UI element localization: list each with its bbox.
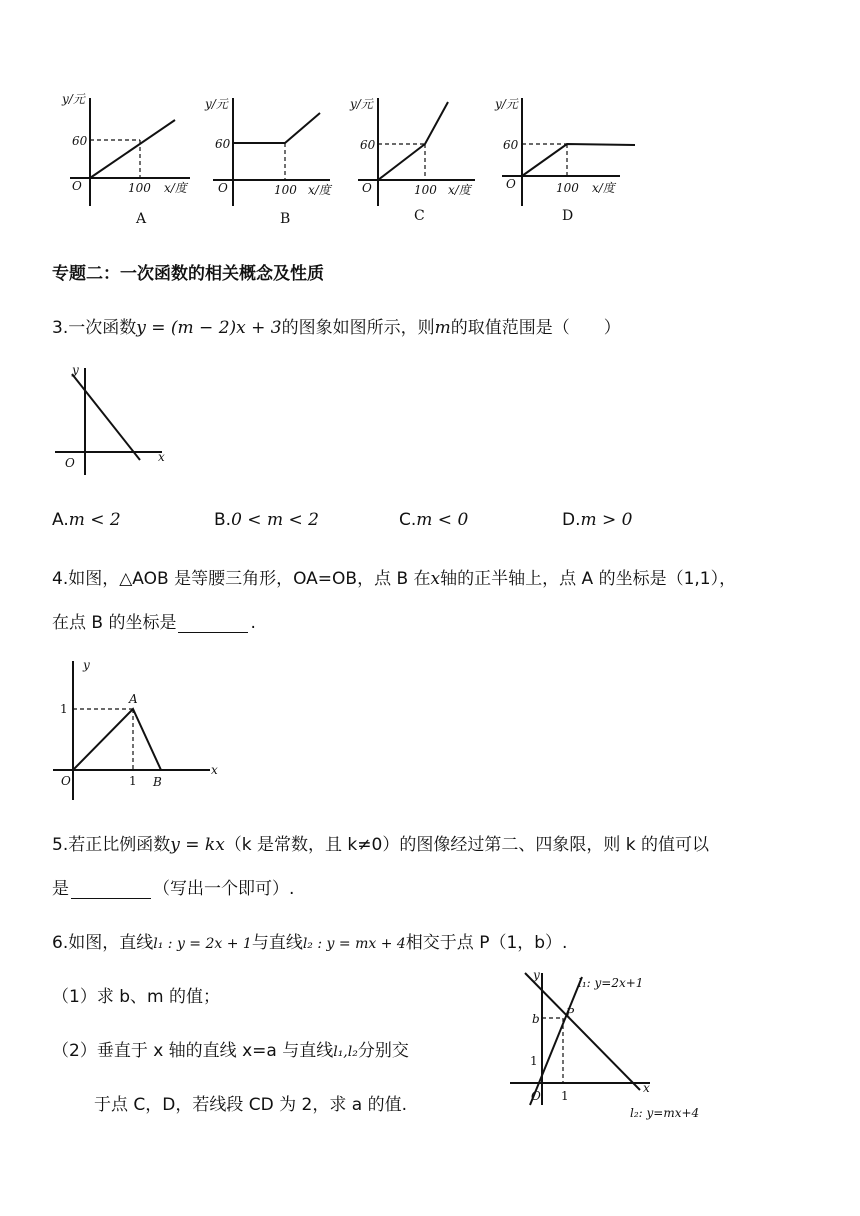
graph-b-60: 60 (215, 137, 231, 151)
graph-c-letter: C (414, 208, 425, 224)
graph-c-origin: O (362, 181, 372, 195)
q3-x-label: x (158, 450, 165, 464)
graph-b-origin: O (218, 181, 228, 195)
q4-one-y: 1 (60, 702, 68, 716)
graph-a-letter: A (136, 211, 147, 227)
q6-b-label: b (532, 1012, 540, 1026)
graph-c-ylabel: y/元 (350, 97, 373, 111)
q6-y-label: y (533, 968, 540, 982)
graph-c-100: 100 (414, 183, 437, 197)
q4-line2: 在点 B 的坐标是 . (52, 613, 256, 633)
graph-d-100: 100 (556, 181, 579, 195)
q3-option-c[interactable]: C.m < 0 (399, 510, 469, 530)
graph-a-line (90, 120, 175, 178)
q3-option-d[interactable]: D.m > 0 (562, 510, 633, 530)
graph-d-letter: D (562, 208, 574, 224)
graph-d-origin: O (506, 177, 516, 191)
graph-b-ylabel: y/元 (205, 97, 228, 111)
q6-x-label: x (643, 1081, 650, 1095)
q5-line2: 是 （写出一个即可）. (52, 879, 295, 899)
q4-origin: O (61, 774, 71, 788)
graph-b-100: 100 (274, 183, 297, 197)
q6-graph (505, 965, 725, 1125)
q6-part2-line2: 于点 C，D，若线段 CD 为 2，求 a 的值. (94, 1095, 407, 1115)
q6-origin: O (531, 1089, 541, 1103)
q3-formula: y = (m − 2)x + 3 (136, 318, 282, 338)
q3-text (52, 313, 621, 338)
q5-line1: 5.若正比例函数y = kx（k 是常数，且 k≠0）的图像经过第二、四象限，则 k 的值可以 (52, 835, 709, 855)
q4-point-a: A (129, 692, 138, 706)
q3-suffix: 的取值范围是（ ） (450, 318, 621, 338)
q3-var: m (434, 318, 451, 338)
graph-b-letter: B (280, 211, 291, 227)
graph-c-60: 60 (360, 138, 376, 152)
graph-b-xlabel: x/度 (308, 183, 331, 197)
q3-graph (50, 360, 180, 480)
q4-point-b: B (153, 775, 162, 789)
graph-a-100: 100 (128, 181, 151, 195)
q3-prefix: 3.一次函数 (52, 318, 137, 338)
q6-point-p: P (566, 1006, 575, 1020)
q6-line-l1 (530, 977, 582, 1105)
q5-answer-blank[interactable] (71, 881, 151, 899)
graph-d-xlabel: x/度 (592, 181, 615, 195)
q3-origin: O (65, 456, 75, 470)
q6-l1-label: l₁: y=2x+1 (578, 976, 644, 990)
graph-d-line (522, 144, 635, 176)
q6-one-y: 1 (530, 1054, 538, 1068)
q6-line1: 6.如图，直线l₁ : y = 2x + 1与直线l₂ : y = mx + 4相交于点 P（1，b）. (52, 933, 568, 953)
q4-answer-blank[interactable] (178, 615, 248, 633)
q6-l2-label: l₂: y=mx+4 (630, 1106, 700, 1120)
graph-a-origin: O (72, 179, 82, 193)
q6-part2-line1: （2）垂直于 x 轴的直线 x=a 与直线l₁,l₂分别交 (52, 1041, 409, 1061)
q4-line1: 4.如图，△AOB 是等腰三角形，OA=OB，点 B 在x轴的正半轴上，点 A 的坐标是（1,1）， (52, 569, 737, 589)
graph-a-xlabel: x/度 (164, 181, 187, 195)
q4-one-x: 1 (129, 774, 137, 788)
q3-function-line (72, 374, 140, 460)
graph-c-xlabel: x/度 (448, 183, 471, 197)
graph-a-60: 60 (72, 134, 88, 148)
q4-x-label: x (211, 763, 218, 777)
q4-triangle (73, 709, 161, 770)
graph-c-line (378, 102, 448, 180)
graph-d-ylabel: y/元 (495, 97, 518, 111)
q3-mid: 的图象如图所示，则 (281, 318, 435, 338)
q3-option-b[interactable]: B.0 < m < 2 (214, 510, 319, 530)
graph-a-ylabel: y/元 (62, 92, 85, 106)
q4-graph (45, 655, 235, 805)
section-title: 专题二：一次函数的相关概念及性质 (52, 264, 324, 284)
top-graphs (50, 88, 650, 228)
q4-y-label: y (83, 658, 90, 672)
q3-option-a[interactable]: A.m < 2 (52, 510, 121, 530)
q6-one-x: 1 (561, 1089, 569, 1103)
q6-part1: （1）求 b、m 的值； (52, 987, 220, 1007)
graph-b-line (233, 113, 320, 143)
q3-y-label: y (72, 363, 79, 377)
graph-d-60: 60 (503, 138, 519, 152)
